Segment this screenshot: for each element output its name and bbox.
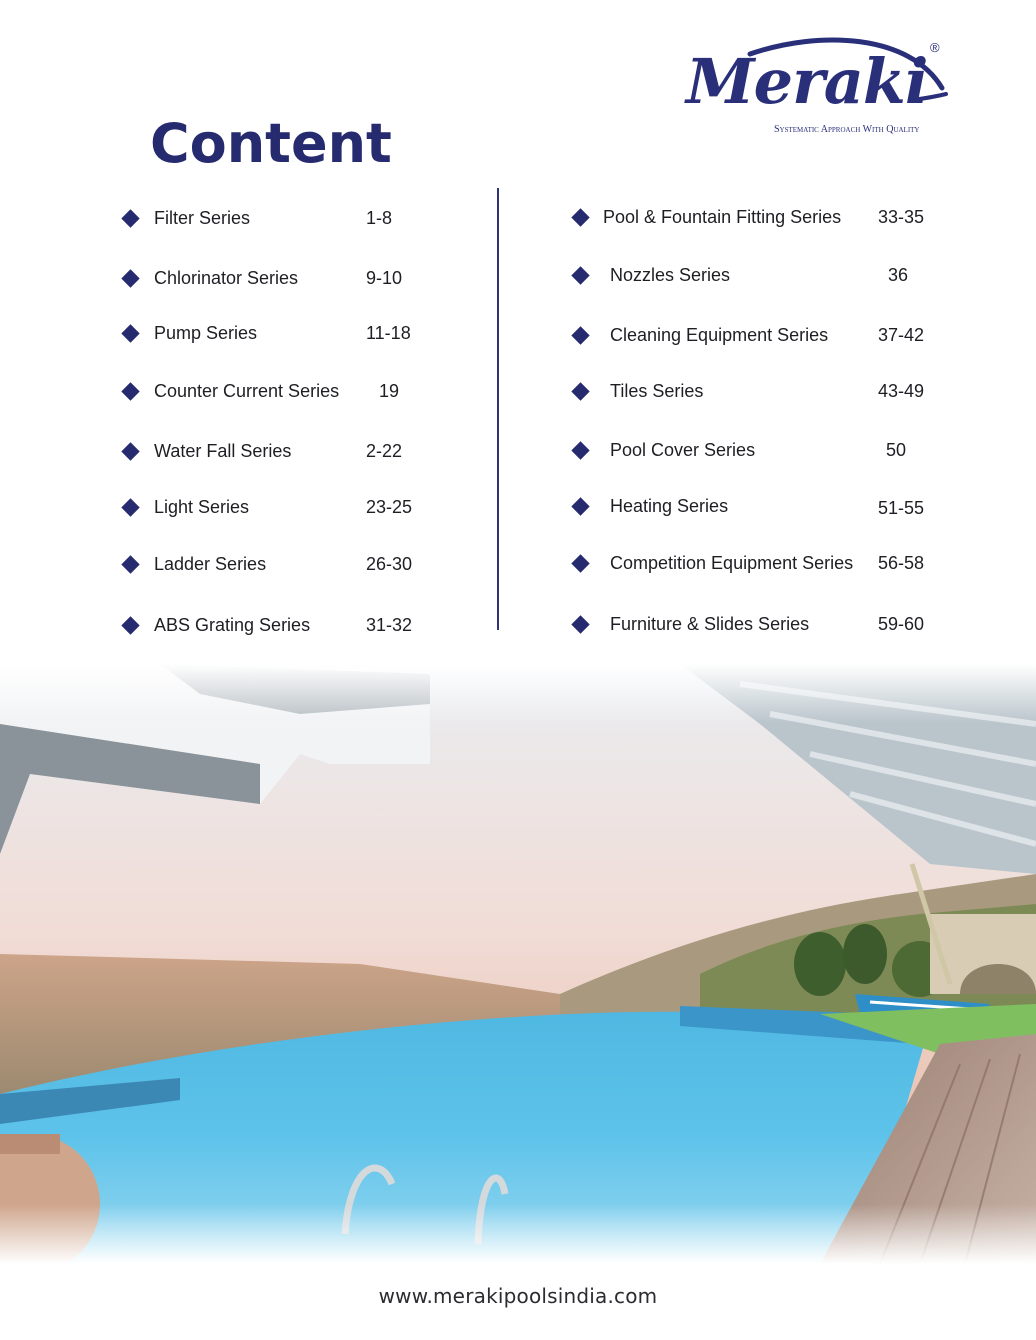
toc-item-label: Light Series <box>154 497 250 517</box>
diamond-bullet-icon <box>121 269 139 287</box>
toc-item-pages: 59-60 <box>878 614 925 634</box>
diamond-bullet-icon <box>571 441 589 459</box>
toc-item-label: Furniture & Slides Series <box>610 614 810 634</box>
toc-item-pages: 51-55 <box>878 498 925 518</box>
diamond-bullet-icon <box>121 382 139 400</box>
toc-item-pages: 23-25 <box>366 497 413 517</box>
toc-item-pages: 26-30 <box>366 554 413 574</box>
diamond-bullet-icon <box>121 555 139 573</box>
toc-item-pages: 37-42 <box>878 325 925 345</box>
diamond-bullet-icon <box>121 209 139 227</box>
diamond-bullet-icon <box>121 616 139 634</box>
diamond-bullet-icon <box>121 498 139 516</box>
toc-item-pages: 1-8 <box>366 208 393 228</box>
toc-item-label: Tiles Series <box>610 381 704 401</box>
diamond-bullet-icon <box>571 554 589 572</box>
pool-scene-illustration <box>0 664 1036 1264</box>
brand-logo <box>680 36 950 146</box>
toc-item-label: Filter Series <box>154 208 251 228</box>
toc-item-pages: 36 <box>888 265 909 285</box>
diamond-bullet-icon <box>121 442 139 460</box>
diamond-bullet-icon <box>121 324 139 342</box>
toc-item-label: Water Fall Series <box>154 441 292 461</box>
toc-item-pages: 31-32 <box>366 615 413 635</box>
toc-item-label: Heating Series <box>610 496 729 516</box>
toc-item-label: Ladder Series <box>154 554 267 574</box>
toc-item-pages: 11-18 <box>366 323 411 343</box>
toc-item-pages: 43-49 <box>878 381 925 401</box>
logo-wordmark: Meraki <box>686 45 928 118</box>
toc-item-label: Pool Cover Series <box>610 440 756 460</box>
toc-item-label: Pool & Fountain Fitting Series <box>603 207 842 227</box>
diamond-bullet-icon <box>571 266 589 284</box>
toc-item-label: Counter Current Series <box>154 381 340 401</box>
toc-item-pages: 2-22 <box>366 441 403 461</box>
toc-item-label: Cleaning Equipment Series <box>610 325 829 345</box>
toc-item-label: Chlorinator Series <box>154 268 299 288</box>
toc-item-pages: 19 <box>379 381 400 401</box>
diamond-bullet-icon <box>571 615 589 633</box>
toc-item-pages: 50 <box>886 440 907 460</box>
website-url[interactable]: www.merakipoolsindia.com <box>378 1284 658 1308</box>
infinity-pool-photo <box>0 664 1036 1264</box>
toc-item-pages: 33-35 <box>878 207 925 227</box>
diamond-bullet-icon <box>571 208 589 226</box>
diamond-bullet-icon <box>571 382 589 400</box>
toc-item-label: ABS Grating Series <box>154 615 311 635</box>
logo-tagline: Systematic Approach With Quality <box>774 124 920 135</box>
diamond-bullet-icon <box>571 326 589 344</box>
toc-item-pages: 56-58 <box>878 553 925 573</box>
page-title: Content <box>150 112 392 175</box>
column-divider <box>497 188 499 630</box>
registered-mark: ® <box>930 40 940 55</box>
toc-item-pages: 9-10 <box>366 268 403 288</box>
toc-item-label: Competition Equipment Series <box>610 553 854 573</box>
toc-item-label: Pump Series <box>154 323 258 343</box>
toc-item-label: Nozzles Series <box>610 265 731 285</box>
diamond-bullet-icon <box>571 497 589 515</box>
